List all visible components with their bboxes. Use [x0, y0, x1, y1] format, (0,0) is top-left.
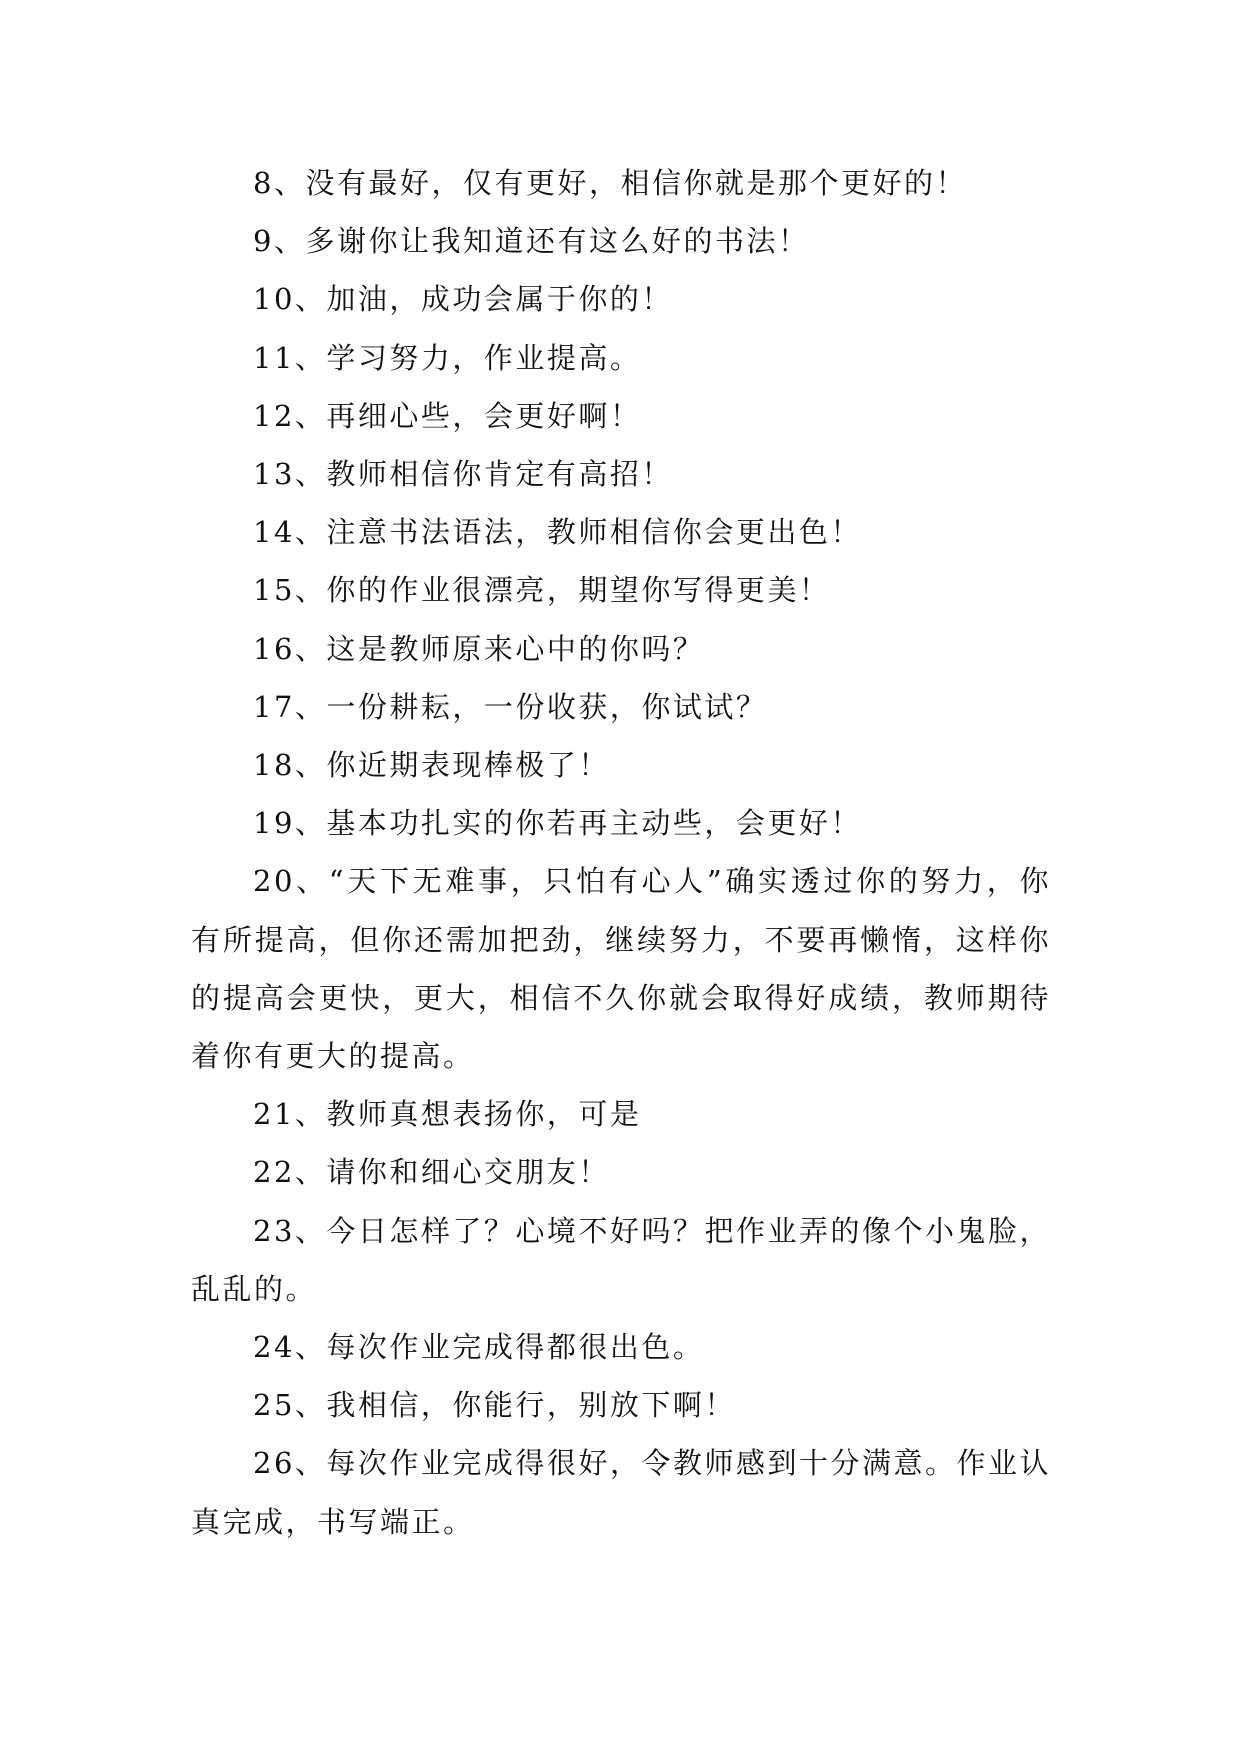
paragraph-18: 18、你近期表现棒极了！	[253, 748, 610, 783]
paragraph-22: 22、请你和细心交朋友！	[253, 1155, 610, 1190]
paragraph-13: 13、教师相信你肯定有高招！	[253, 457, 673, 492]
paragraph-24: 24、每次作业完成得都很出色。	[253, 1330, 705, 1365]
paragraph-16: 16、这是教师原来心中的你吗？	[253, 631, 705, 666]
paragraph-21: 21、教师真想表扬你，可是	[253, 1097, 642, 1132]
paragraph-14: 14、注意书法语法，教师相信你会更出色！	[253, 515, 862, 550]
paragraph-11: 11、学习努力，作业提高。	[253, 340, 642, 375]
paragraph-20: 20、“天下无难事，只怕有心人”确实透过你的努力，你有所提高，但你还需加把劲，继续努力，不要再懒惰，这样你的提高会更快，更大，相信不久你就会取得好成绩，教师期待着你有更大的提高。	[191, 864, 1051, 1074]
paragraph-9: 9、多谢你让我知道还有这么好的书法！	[253, 224, 810, 259]
document-body	[191, 154, 1051, 1551]
paragraph-23: 23、今日怎样了？心境不好吗？把作业弄的像个小鬼脸，乱乱的。	[191, 1213, 1051, 1306]
paragraph-19: 19、基本功扎实的你若再主动些，会更好！	[253, 806, 862, 841]
paragraph-17: 17、一份耕耘，一份收获，你试试？	[253, 689, 768, 724]
paragraph-26: 26、每次作业完成得很好，令教师感到十分满意。作业认真完成，书写端正。	[191, 1446, 1051, 1539]
paragraph-25: 25、我相信，你能行，别放下啊！	[253, 1388, 736, 1423]
paragraph-8: 8、没有最好，仅有更好，相信你就是那个更好的！	[253, 166, 967, 200]
paragraph-10: 10、加油，成功会属于你的！	[253, 282, 673, 317]
paragraph-15: 15、你的作业很漂亮，期望你写得更美！	[253, 573, 831, 608]
paragraph-12: 12、再细心些，会更好啊！	[253, 398, 642, 433]
